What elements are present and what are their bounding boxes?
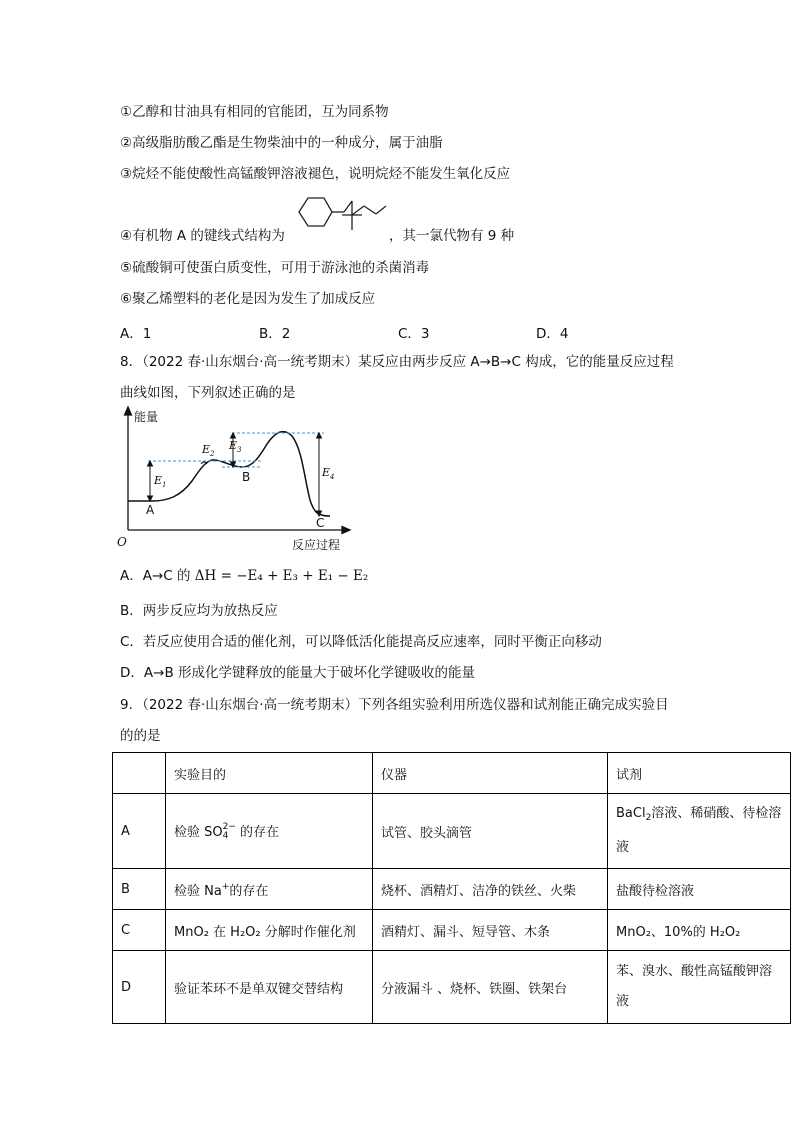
row-apparatus: 分液漏斗 、烧杯、铁圈、铁架台 <box>373 951 608 1024</box>
row-purpose: 检验 SO 2− 4 的存在 <box>166 794 373 869</box>
row-reagent: 苯、溴水、酸性高锰酸钾溶液 <box>608 951 791 1024</box>
row-label: D <box>113 951 166 1024</box>
table-row <box>113 951 791 1024</box>
q8-option-b[interactable]: B．两步反应均为放热反应 <box>120 603 278 619</box>
e3-label: $E_3$ <box>229 439 242 454</box>
origin-label: O <box>117 535 127 549</box>
q9-table <box>112 752 791 1024</box>
row-apparatus: 酒精灯、漏斗、短导管、木条 <box>373 910 608 951</box>
q9-stem-line-1: 9．（2022 春·山东烟台·高一统考期末）下列各组实验利用所选仪器和试剂能正确完成实验目 <box>120 697 669 713</box>
molecule-a-structure <box>292 194 392 244</box>
point-c-label: C <box>316 516 325 530</box>
point-b-label: B <box>242 470 251 484</box>
q7-item-2: ②高级脂肪酸乙酯是生物柴油中的一种成分，属于油脂 <box>120 135 443 151</box>
y-axis-label: 能量 <box>134 410 159 424</box>
table-header-cell <box>113 753 166 794</box>
q8-option-a-prefix: A．A→C 的 <box>120 568 191 584</box>
q9-stem-line-2: 的的是 <box>120 728 161 744</box>
q8-option-a-formula: ΔH = −E₄ + E₃ + E₁ − E₂ <box>194 568 369 584</box>
q7-item-6: ⑥聚乙烯塑料的老化是因为发生了加成反应 <box>120 291 376 307</box>
q8-option-d[interactable]: D．A→B 形成化学键释放的能量大于破坏化学键吸收的能量 <box>120 665 475 681</box>
e2-label: $E_2$ <box>202 443 215 458</box>
table-header-cell: 试剂 <box>608 753 791 794</box>
q7-option-a[interactable]: A．1 <box>120 326 152 342</box>
table-row <box>113 794 791 869</box>
q7-item-4-suffix: ，其一氯代物有 9 种 <box>389 228 515 244</box>
row-reagent: 盐酸待检溶液 <box>608 869 791 910</box>
table-row <box>113 910 791 951</box>
row-purpose: 检验 Na+的存在 <box>166 869 373 910</box>
row-apparatus: 试管、胶头滴管 <box>373 794 608 869</box>
q8-stem-line-1: 8．（2022 春·山东烟台·高一统考期末）某反应由两步反应 A→B→C 构成，它的能量反应过程 <box>120 354 674 370</box>
table-header-cell: 仪器 <box>373 753 608 794</box>
point-a-label: A <box>146 503 155 517</box>
x-axis-arrow <box>342 527 350 534</box>
table-header-row <box>113 753 791 794</box>
q7-option-c[interactable]: C．3 <box>398 326 430 342</box>
q7-item-4-prefix: ④有机物 A 的键线式结构为 <box>120 228 285 244</box>
row-reagent: BaCl$_2$溶液、稀硝酸、待检溶液 <box>608 794 791 869</box>
q7-item-5: ⑤硫酸铜可使蛋白质变性，可用于游泳池的杀菌消毒 <box>120 260 430 276</box>
table-row <box>113 869 791 910</box>
q7-item-1: ①乙醇和甘油具有相同的官能团，互为同系物 <box>120 104 389 120</box>
e1-label: $E_1$ <box>154 474 167 489</box>
q7-item-4 <box>120 226 285 246</box>
q7-options <box>120 322 680 342</box>
q8-stem-line-2: 曲线如图，下列叙述正确的是 <box>120 385 296 401</box>
table-header-cell: 实验目的 <box>166 753 373 794</box>
row-label: C <box>113 910 166 951</box>
row-purpose: MnO₂ 在 H₂O₂ 分解时作催化剂 <box>166 910 373 951</box>
q7-option-b[interactable]: B．2 <box>259 326 291 342</box>
row-purpose: 验证苯环不是单双键交替结构 <box>166 951 373 1024</box>
energy-diagram <box>112 404 362 554</box>
row-label: B <box>113 869 166 910</box>
y-axis-arrow <box>125 407 132 415</box>
row-reagent: MnO₂、10%的 H₂O₂ <box>608 910 791 951</box>
q8-option-a[interactable] <box>120 566 368 586</box>
x-axis-label: 反应过程 <box>292 538 341 552</box>
q8-option-c[interactable]: C．若反应使用合适的催化剂，可以降低活化能提高反应速率，同时平衡正向移动 <box>120 634 602 650</box>
q7-item-3: ③烷烃不能使酸性高锰酸钾溶液褪色，说明烷烃不能发生氧化反应 <box>120 166 511 182</box>
row-apparatus: 烧杯、酒精灯、洁净的铁丝、火柴 <box>373 869 608 910</box>
e4-label: $E_4$ <box>322 466 335 481</box>
q7-option-d[interactable]: D．4 <box>536 326 569 342</box>
row-label: A <box>113 794 166 869</box>
